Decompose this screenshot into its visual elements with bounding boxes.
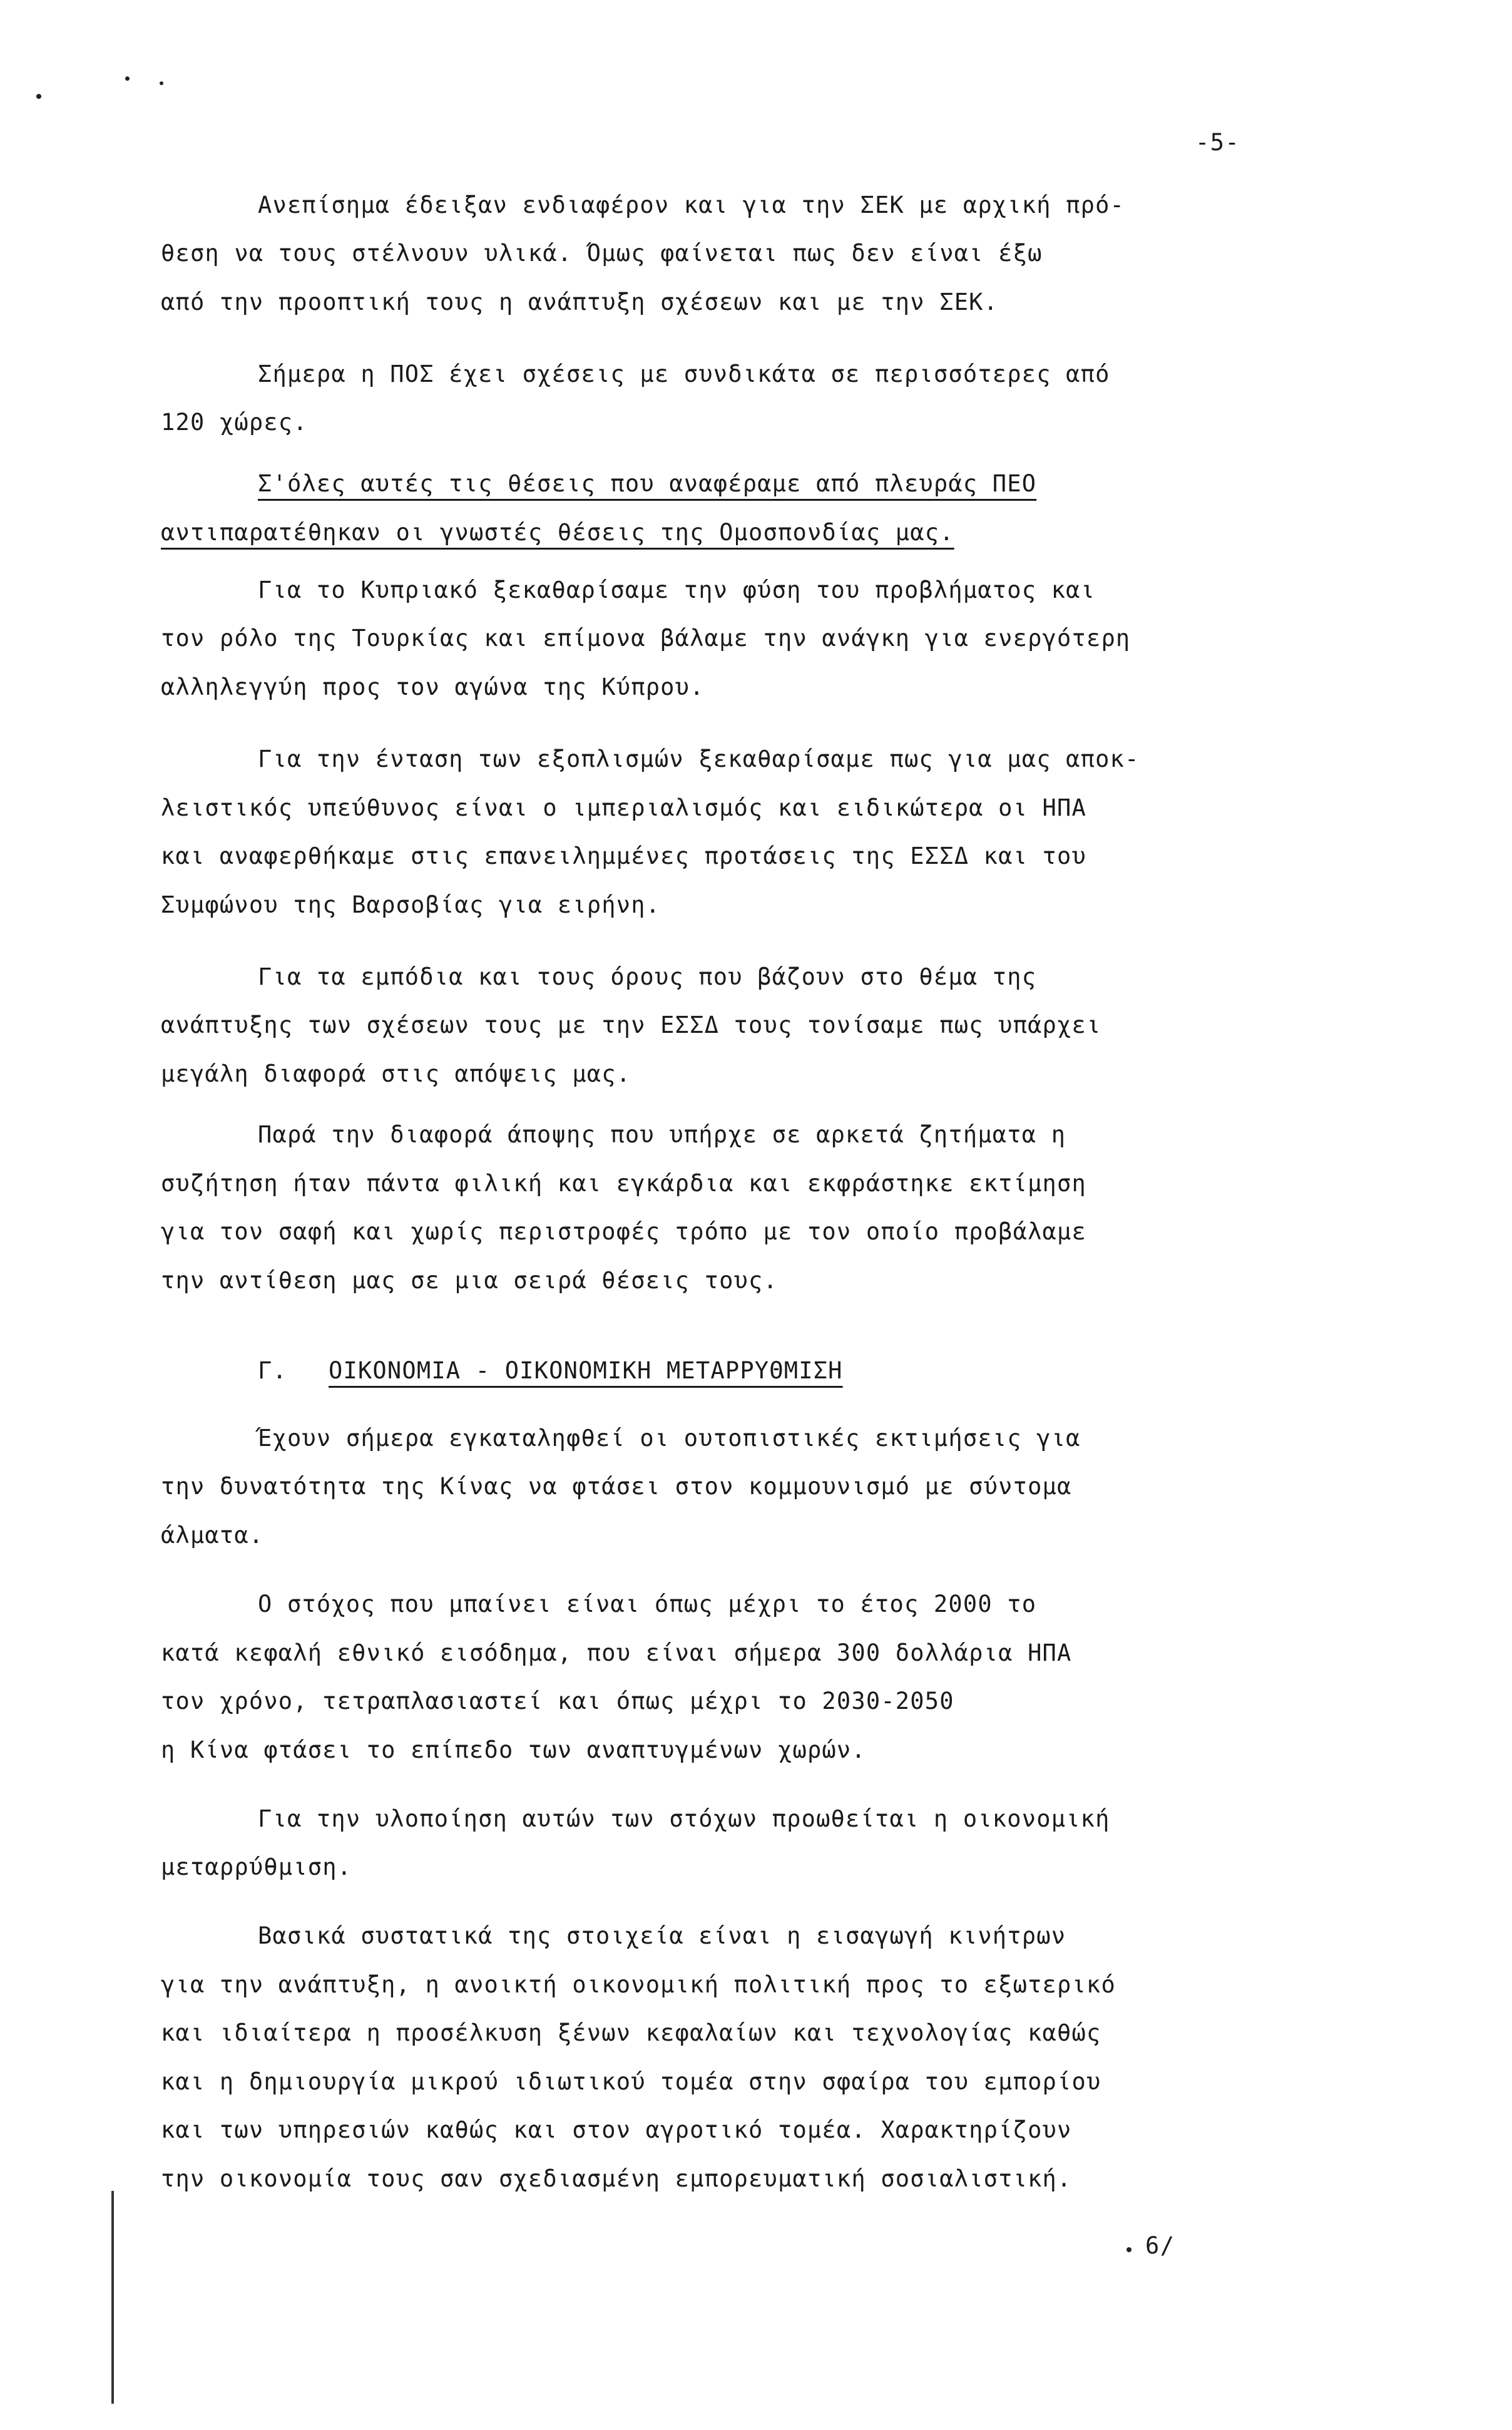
text-line: και αναφερθήκαμε στις επανειλημμένες προτάσεις της ΕΣΣΔ και του: [161, 843, 1086, 869]
text-line: τον ρόλο της Τουρκίας και επίμονα βάλαμε την ανάγκη για ενεργότερη: [161, 625, 1131, 652]
scan-speck: [36, 94, 41, 99]
text-line: Για τα εμπόδια και τους όρους που βάζουν στο θέμα της: [258, 963, 1037, 990]
text-line: για τον σαφή και χωρίς περιστροφές τρόπο με τον οποίο προβάλαμε: [161, 1218, 1086, 1245]
text-line: Έχουν σήμερα εγκαταληφθεί οι ουτοπιστικές εκτιμήσεις για: [258, 1425, 1081, 1452]
text-line: Ανεπίσημα έδειξαν ενδιαφέρον και για την ΣΕΚ με αρχική πρό-: [258, 192, 1125, 218]
text-line: και η δημιουργία μικρού ιδιωτικού τομέα στην σφαίρα του εμπορίου: [161, 2068, 1101, 2095]
page-number: -5-: [1195, 129, 1240, 156]
text-line: για την ανάπτυξη, η ανοικτή οικονομική πολιτική προς το εξωτερικό: [161, 1971, 1116, 1998]
underlined-line: αντιπαρατέθηκαν οι γνωστές θέσεις της Ομοσπονδίας μας.: [161, 519, 954, 546]
scan-speck: [1126, 2247, 1131, 2252]
text-line: Σήμερα η ΠΟΣ έχει σχέσεις με συνδικάτα σε περισσότερες από: [258, 361, 1110, 387]
text-line: από την προοπτική τους η ανάπτυξη σχέσεων και με την ΣΕΚ.: [161, 289, 999, 315]
text-line: άλματα.: [161, 1522, 264, 1549]
text-line: θεση να τους στέλνουν υλικά. Όμως φαίνεται πως δεν είναι έξω: [161, 240, 1043, 267]
text-line: την οικονομία τους σαν σχεδιασμένη εμπορευματική σοσιαλιστική.: [161, 2165, 1072, 2192]
text-line: ανάπτυξης των σχέσεων τους με την ΕΣΣΔ τους τονίσαμε πως υπάρχει: [161, 1012, 1101, 1038]
text-line: Παρά την διαφορά άποψης που υπήρχε σε αρκετά ζητήματα η: [258, 1121, 1066, 1148]
text-line: Για την υλοποίηση αυτών των στόχων προωθείται η οικονομική: [258, 1805, 1110, 1832]
scan-speck: [125, 76, 130, 81]
underlined-line: Σ'όλες αυτές τις θέσεις που αναφέραμε από πλευράς ΠΕΟ: [258, 470, 1037, 497]
section-heading: ΟΙΚΟΝΟΜΙΑ - ΟΙΚΟΝΟΜΙΚΗ ΜΕΤΑΡΡΥΘΜΙΣΗ: [329, 1357, 843, 1384]
text-line: η Κίνα φτάσει το επίπεδο των αναπτυγμένων χωρών.: [161, 1736, 866, 1763]
text-line: την αντίθεση μας σε μια σειρά θέσεις τους.: [161, 1267, 778, 1294]
text-line: Βασικά συστατικά της στοιχεία είναι η εισαγωγή κινήτρων: [258, 1922, 1066, 1949]
text-line: και ιδιαίτερα η προσέλκυση ξένων κεφαλαίων και τεχνολογίας καθώς: [161, 2019, 1101, 2046]
text-line: την δυνατότητα της Κίνας να φτάσει στον κομμουνισμό με σύντομα: [161, 1473, 1072, 1500]
scan-speck: [160, 81, 163, 85]
text-line: λειστικός υπεύθυνος είναι ο ιμπεριαλισμός και ειδικώτερα οι ΗΠΑ: [161, 794, 1086, 821]
text-line: τον χρόνο, τετραπλασιαστεί και όπως μέχρι το 2030-2050: [161, 1688, 954, 1715]
text-line: Για την ένταση των εξοπλισμών ξεκαθαρίσαμε πως για μας αποκ-: [258, 746, 1140, 772]
text-line: συζήτηση ήταν πάντα φιλική και εγκάρδια και εκφράστηκε εκτίμηση: [161, 1170, 1086, 1197]
section-letter: Γ.: [258, 1357, 287, 1384]
text-line: και των υπηρεσιών καθώς και στον αγροτικό τομέα. Χαρακτηρίζουν: [161, 2116, 1072, 2143]
text-line: Συμφώνου της Βαρσοβίας για ειρήνη.: [161, 891, 661, 918]
text-line: 120 χώρες.: [161, 409, 308, 436]
text-line: αλληλεγγύη προς τον αγώνα της Κύπρου.: [161, 674, 705, 700]
margin-line: [111, 2191, 114, 2404]
text-line: μεταρρύθμιση.: [161, 1853, 352, 1880]
text-line: μεγάλη διαφορά στις απόψεις μας.: [161, 1060, 631, 1087]
text-line: Για το Κυπριακό ξεκαθαρίσαμε την φύση του προβλήματος και: [258, 577, 1096, 603]
next-page-marker: 6/: [1145, 2232, 1175, 2259]
text-line: Ο στόχος που μπαίνει είναι όπως μέχρι το έτος 2000 το: [258, 1591, 1037, 1617]
text-line: κατά κεφαλή εθνικό εισόδημα, που είναι σήμερα 300 δολλάρια ΗΠΑ: [161, 1639, 1072, 1666]
